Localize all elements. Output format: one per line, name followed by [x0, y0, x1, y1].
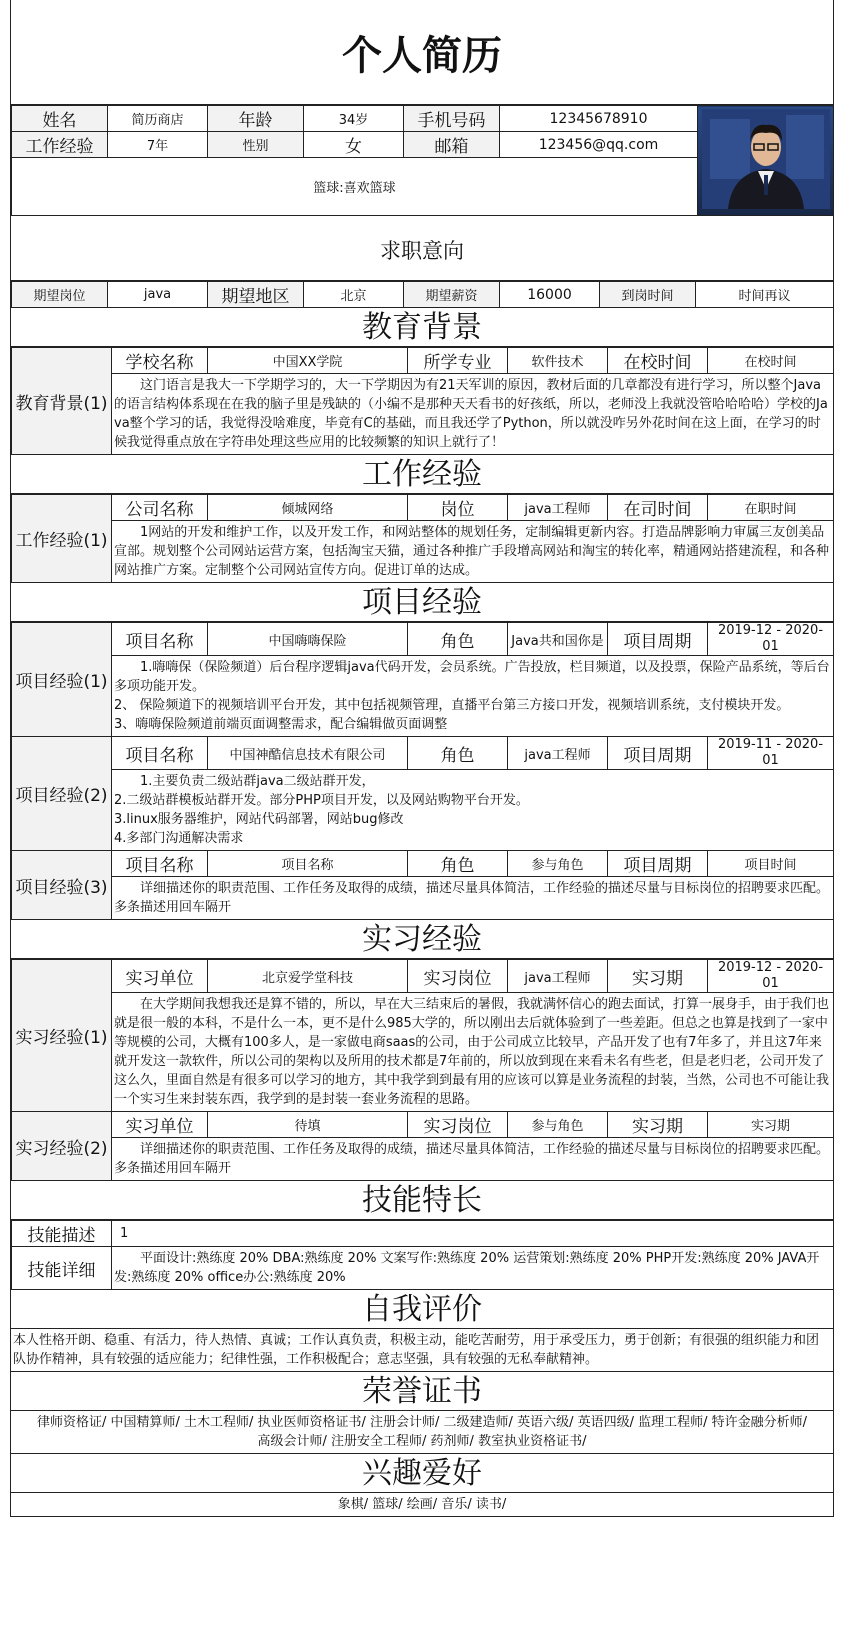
- intent-arrival: 时间再议: [696, 282, 834, 308]
- internships-table: [11, 959, 834, 1181]
- intent-heading: 求职意向: [11, 216, 833, 281]
- project-role-value: Java共和国你是: [508, 623, 608, 656]
- intern-post-label: 实习岗位: [408, 1112, 508, 1138]
- intent-salary-label: 期望薪资: [404, 282, 500, 308]
- skill-desc-value: 1: [112, 1221, 834, 1247]
- project-name-label: 项目名称: [112, 623, 208, 656]
- project-name-value: 项目名称: [208, 851, 408, 877]
- skills-heading: 技能特长: [11, 1181, 833, 1220]
- project-role-value: java工程师: [508, 737, 608, 770]
- skill-detail-label: 技能详细: [12, 1247, 112, 1290]
- exp-value: 7年: [108, 132, 208, 158]
- project-role-label: 角色: [408, 737, 508, 770]
- intern-post-value: java工程师: [508, 960, 608, 993]
- self-eval-heading: 自我评价: [11, 1290, 833, 1329]
- name-label: 姓名: [12, 106, 108, 132]
- intern-period-value: 实习期: [708, 1112, 834, 1138]
- project-item-label: 项目经验(2): [12, 737, 112, 851]
- project-item-label: 项目经验(1): [12, 623, 112, 737]
- interests-text: 象棋/ 篮球/ 绘画/ 音乐/ 读书/: [11, 1493, 833, 1517]
- intent-area: 北京: [304, 282, 404, 308]
- intent-position-label: 期望岗位: [12, 282, 108, 308]
- skill-desc-label: 技能描述: [12, 1221, 112, 1247]
- project-period-value: 2019-12 - 2020-01: [708, 623, 834, 656]
- project-desc-line: 2、 保险频道下的视频培训平台开发，其中包括视频管理，直播平台第三方接口开发，视频培训系统，支付模块开发。: [114, 698, 790, 713]
- phone-value: 12345678910: [500, 106, 698, 132]
- project-name-value: 中国嗨嗨保险: [208, 623, 408, 656]
- education-desc: 这门语言是我大一下学期学习的，大一下学期因为有21天军训的原因，教材后面的几章都没有进行学习，所以整个Java的语言结构体系现在在我的脑子里是残缺的（小编不是那种天天看书的好孩纸，所以，老师没上我就没管哈哈哈哈）学校的Java整个学习的话，我觉得没啥难度，毕竟有C的基础，而且我还学了Python，所以就没咋另外花时间在这上面，在学习的时候我觉得重点放在字符串处理这些应用的比较频繁的知识上就行了！: [112, 374, 834, 455]
- email-value: 123456@qq.com: [500, 132, 698, 158]
- gender-value: 女: [304, 132, 404, 158]
- work-heading: 工作经验: [11, 455, 833, 494]
- age-label: 年龄: [208, 106, 304, 132]
- project-desc-line: 1.嗨嗨保（保险频道）后台程序逻辑java代码开发，会员系统。广告投放，栏目频道，以及投票，保险产品系统，等后台多项功能开发。: [114, 660, 830, 694]
- major-label: 所学专业: [408, 348, 508, 374]
- school-time-label: 在校时间: [608, 348, 708, 374]
- interests-heading: 兴趣爱好: [11, 1454, 833, 1493]
- project-role-value: 参与角色: [508, 851, 608, 877]
- project-desc-line: 3.linux服务器维护，网站代码部署，网站bug修改: [114, 812, 404, 827]
- intent-area-label: 期望地区: [208, 282, 304, 308]
- self-eval-text: 本人性格开朗、稳重、有活力，待人热情、真诚；工作认真负责，积极主动，能吃苦耐劳，用于承受压力，勇于创新；有很强的组织能力和团队协作精神，具有较强的适应能力；纪律性强，工作积极配合；意志坚强，具有较强的无私奉献精神。: [11, 1329, 833, 1372]
- project-name-value: 中国神酷信息技术有限公司: [208, 737, 408, 770]
- project-desc: [112, 656, 834, 737]
- intent-position: java: [108, 282, 208, 308]
- skills-table: [11, 1220, 834, 1290]
- project-role-label: 角色: [408, 851, 508, 877]
- projects-heading: 项目经验: [11, 583, 833, 622]
- gender-label: 性别: [208, 132, 304, 158]
- name-value: 简历商店: [108, 106, 208, 132]
- work-item-label: 工作经验(1): [12, 495, 112, 583]
- intent-salary: 16000: [500, 282, 600, 308]
- project-desc: 详细描述你的职责范围、工作任务及取得的成绩，描述尽量具体简洁，工作经验的描述尽量与目标岗位的招聘要求匹配。多条描述用回车隔开: [112, 877, 834, 920]
- major-value: 软件技术: [508, 348, 608, 374]
- hobby-line: 篮球:喜欢篮球: [12, 158, 698, 216]
- intern-period-label: 实习期: [608, 960, 708, 993]
- intent-arrival-label: 到岗时间: [600, 282, 696, 308]
- internship-item-label: 实习经验(2): [12, 1112, 112, 1181]
- phone-label: 手机号码: [404, 106, 500, 132]
- page-title: 个人简历: [11, 0, 833, 105]
- skill-detail-value: 平面设计:熟练度 20% DBA:熟练度 20% 文案写作:熟练度 20% 运营策划:熟练度 20% PHP开发:熟练度 20% JAVA开发:熟练度 20% office办公:熟练度 20%: [112, 1247, 834, 1290]
- avatar-photo-icon: [702, 109, 830, 209]
- intern-unit-label: 实习单位: [112, 960, 208, 993]
- school-time-value: 在校时间: [708, 348, 834, 374]
- school-label: 学校名称: [112, 348, 208, 374]
- projects-table: [11, 622, 834, 920]
- work-time-label: 在司时间: [608, 495, 708, 521]
- project-name-label: 项目名称: [112, 737, 208, 770]
- project-period-value: 2019-11 - 2020-01: [708, 737, 834, 770]
- project-role-label: 角色: [408, 623, 508, 656]
- internships-heading: 实习经验: [11, 920, 833, 959]
- post-label: 岗位: [408, 495, 508, 521]
- project-period-value: 项目时间: [708, 851, 834, 877]
- company-label: 公司名称: [112, 495, 208, 521]
- intern-post-label: 实习岗位: [408, 960, 508, 993]
- project-desc-line: 3、嗨嗨保险频道前端页面调整需求，配合编辑做页面调整: [114, 717, 448, 732]
- project-desc-line: 4.多部门沟通解决需求: [114, 831, 244, 846]
- honors-heading: 荣誉证书: [11, 1372, 833, 1411]
- intern-period-value: 2019-12 - 2020-01: [708, 960, 834, 993]
- work-time-value: 在职时间: [708, 495, 834, 521]
- internship-item-label: 实习经验(1): [12, 960, 112, 1112]
- education-heading: 教育背景: [11, 308, 833, 347]
- internship-desc: 在大学期间我想我还是算不错的，所以，早在大三结束后的暑假，我就满怀信心的跑去面试，打算一展身手，由于我们也就是很一般的本科，不是什么一本，更不是什么985大学的，所以刚出去后就体验到了一些差距。但总之也算是找到了一家中等规模的公司，大概有100多人，是一家做电商saas的公司，由于公司成立比较早，产品开发了也有7年多了，并且这7年来就开发这一款软件，所以公司的架构以及所用的技术都是7年前的，所以放到现在来看未名有些老，但是老归老，公司开发了这么久，里面自然是有很多可以学习的地方，其中我学到到最有用的应该可以算是业务流程的封装，当然，公司也不可能让我一个实习生来封装东西，我学到的是封装一套业务流程的思路。: [112, 993, 834, 1112]
- project-desc: [112, 770, 834, 851]
- email-label: 邮箱: [404, 132, 500, 158]
- education-item-label: 教育背景(1): [12, 348, 112, 455]
- project-desc-line: 2.二级站群模板站群开发。部分PHP项目开发，以及网站购物平台开发。: [114, 793, 529, 808]
- project-period-label: 项目周期: [608, 623, 708, 656]
- project-item-label: 项目经验(3): [12, 851, 112, 920]
- basic-info-table: [11, 105, 834, 216]
- project-desc-line: 1.主要负责二级站群java二级站群开发，: [140, 774, 375, 789]
- post-value: java工程师: [508, 495, 608, 521]
- intern-unit-value: 北京爱学堂科技: [208, 960, 408, 993]
- exp-label: 工作经验: [12, 132, 108, 158]
- project-period-label: 项目周期: [608, 737, 708, 770]
- avatar: [698, 106, 834, 216]
- school-value: 中国XX学院: [208, 348, 408, 374]
- intern-unit-label: 实习单位: [112, 1112, 208, 1138]
- age-value: 34岁: [304, 106, 404, 132]
- intern-post-value: 参与角色: [508, 1112, 608, 1138]
- honors-text: 律师资格证/ 中国精算师/ 土木工程师/ 执业医师资格证书/ 注册会计师/ 二级建造师/ 英语六级/ 英语四级/ 监理工程师/ 特许金融分析师/ 高级会计师/ 注册安全工程师/ 药剂师/ 教室执业资格证书/: [11, 1411, 833, 1454]
- project-name-label: 项目名称: [112, 851, 208, 877]
- education-table: [11, 347, 834, 455]
- intent-table: [11, 281, 834, 308]
- company-value: 倾城网络: [208, 495, 408, 521]
- internship-desc: 详细描述你的职责范围、工作任务及取得的成绩，描述尽量具体简洁，工作经验的描述尽量与目标岗位的招聘要求匹配。多条描述用回车隔开: [112, 1138, 834, 1181]
- resume-sheet: [10, 0, 834, 1517]
- intern-period-label: 实习期: [608, 1112, 708, 1138]
- work-table: [11, 494, 834, 583]
- project-period-label: 项目周期: [608, 851, 708, 877]
- intern-unit-value: 待填: [208, 1112, 408, 1138]
- work-desc: 1网站的开发和维护工作，以及开发工作，和网站整体的规划任务，定制编辑更新内容。打造品牌影响力审属三友创美品宣部。规划整个公司网站运营方案，包括淘宝天猫，通过各种推广手段增高网站和淘宝的转化率，精通网站搭建流程，和各种网站推广方案。定制整个公司网站宣传方向。促进订单的达成。: [112, 521, 834, 583]
